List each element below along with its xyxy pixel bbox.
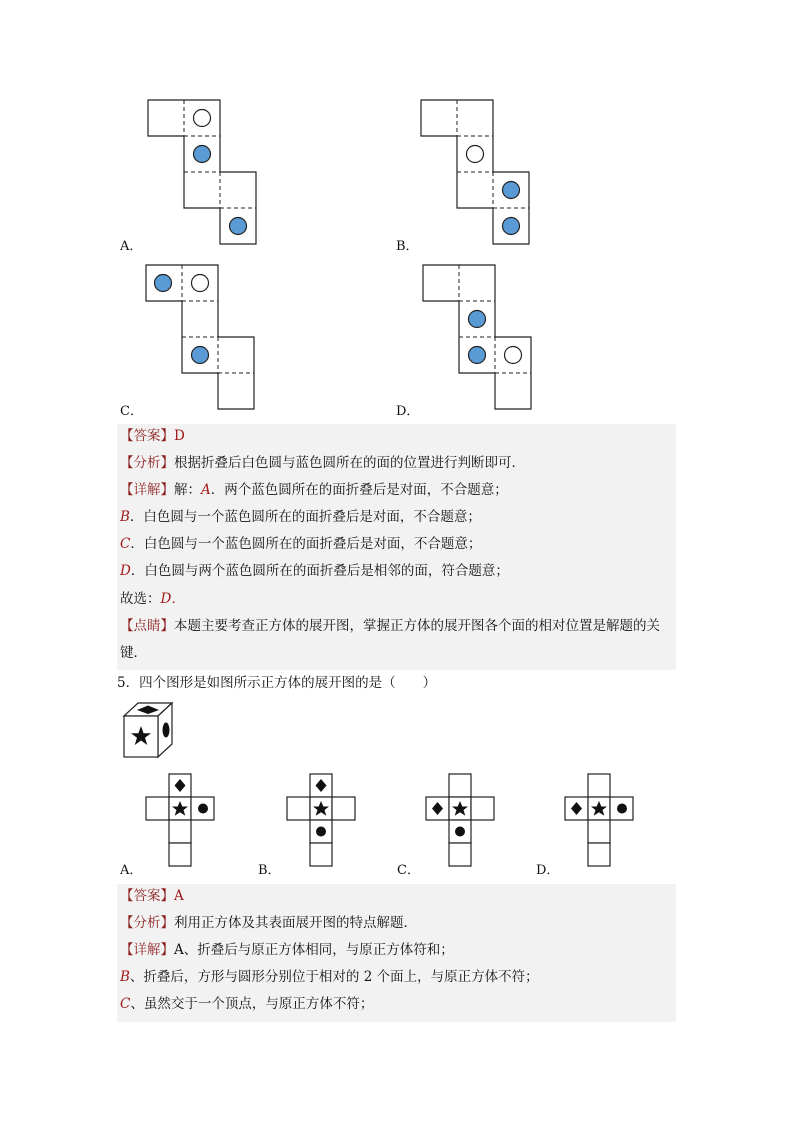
net-figure-a (145, 98, 261, 246)
q5-analysis-line (120, 914, 417, 932)
q4-analysis-line (120, 454, 525, 472)
net-figure-b (418, 98, 534, 246)
q4-comment-line-2 (120, 644, 147, 662)
choice-prefix: 故选： (120, 591, 161, 607)
q4-detail-line-d (120, 562, 509, 580)
answer-tag: 【答案】 (120, 428, 174, 444)
analysis-tag: 【分析】 (120, 915, 174, 931)
detail-tag: 【详解】 (120, 942, 174, 958)
detail-tag: 【详解】 (120, 482, 174, 498)
detail-letter: B (120, 969, 130, 985)
q5-answer-line (120, 887, 184, 905)
q5-option-label-d: D． (536, 863, 560, 878)
detail-letter: D (120, 563, 131, 579)
option-label-a: A． (120, 239, 143, 254)
detail-intro: 解： (174, 482, 201, 498)
q4-comment-line-1 (120, 617, 660, 635)
detail-letter: A (174, 942, 184, 958)
q4-choice-line (120, 590, 185, 608)
option-label-c: C． (120, 404, 143, 419)
detail-text: 、折叠后，方形与圆形分别位于相对的 2 个面上，与原正方体不符； (129, 969, 539, 985)
answer-value: D (174, 428, 185, 444)
option-label-d: D． (396, 404, 420, 419)
analysis-tag: 【分析】 (120, 455, 174, 471)
detail-letter: A (201, 482, 211, 498)
q4-answer-line (120, 427, 185, 445)
q4-detail-line-a (120, 481, 508, 499)
answer-value: A (174, 888, 184, 904)
q5-net-c (425, 773, 497, 869)
detail-text: 、折叠后与原正方体相同，与原正方体符和； (183, 942, 454, 958)
answer-tag: 【答案】 (120, 888, 174, 904)
q5-detail-line-b (120, 968, 539, 986)
q5-net-a (145, 773, 217, 869)
q5-question: 5．四个图形是如图所示正方体的展开图的是（ ） (117, 675, 437, 691)
q5-option-label-b: B． (258, 863, 281, 878)
q4-detail-line-c (120, 535, 481, 553)
q5-net-d (564, 773, 636, 869)
cube-figure (120, 700, 176, 760)
comment-text-2: 键． (120, 645, 147, 661)
net-figure-d (420, 263, 536, 411)
detail-text: ．两个蓝色圆所在的面折叠后是对面，不合题意； (210, 482, 508, 498)
q4-detail-line-b (120, 508, 481, 526)
detail-letter: C (120, 536, 131, 552)
q5-option-label-a: A． (120, 863, 143, 878)
detail-letter: B (120, 509, 130, 525)
analysis-text: 利用正方体及其表面展开图的特点解题． (174, 915, 417, 931)
comment-text: 本题主要考查正方体的展开图，掌握正方体的展开图各个面的相对位置是解题的关 (174, 618, 660, 634)
comment-tag: 【点睛】 (120, 618, 174, 634)
detail-text: ．白色圆与两个蓝色圆所在的面折叠后是相邻的面，符合题意； (130, 563, 509, 579)
detail-letter: C (120, 996, 131, 1012)
option-label-b: B． (396, 239, 419, 254)
q5-detail-line-c (120, 995, 373, 1013)
q5-detail-line-a (120, 941, 454, 959)
choice-value: D． (160, 591, 185, 607)
q5-option-label-c: C． (397, 863, 420, 878)
detail-text: ．白色圆与一个蓝色圆所在的面折叠后是对面，不合题意； (129, 509, 481, 525)
detail-text: ．白色圆与一个蓝色圆所在的面折叠后是对面，不合题意； (130, 536, 482, 552)
analysis-text: 根据折叠后白色圆与蓝色圆所在的面的位置进行判断即可． (174, 455, 525, 471)
q5-net-b (286, 773, 358, 869)
detail-text: 、虽然交于一个顶点，与原正方体不符； (130, 996, 374, 1012)
net-figure-c (143, 263, 259, 411)
